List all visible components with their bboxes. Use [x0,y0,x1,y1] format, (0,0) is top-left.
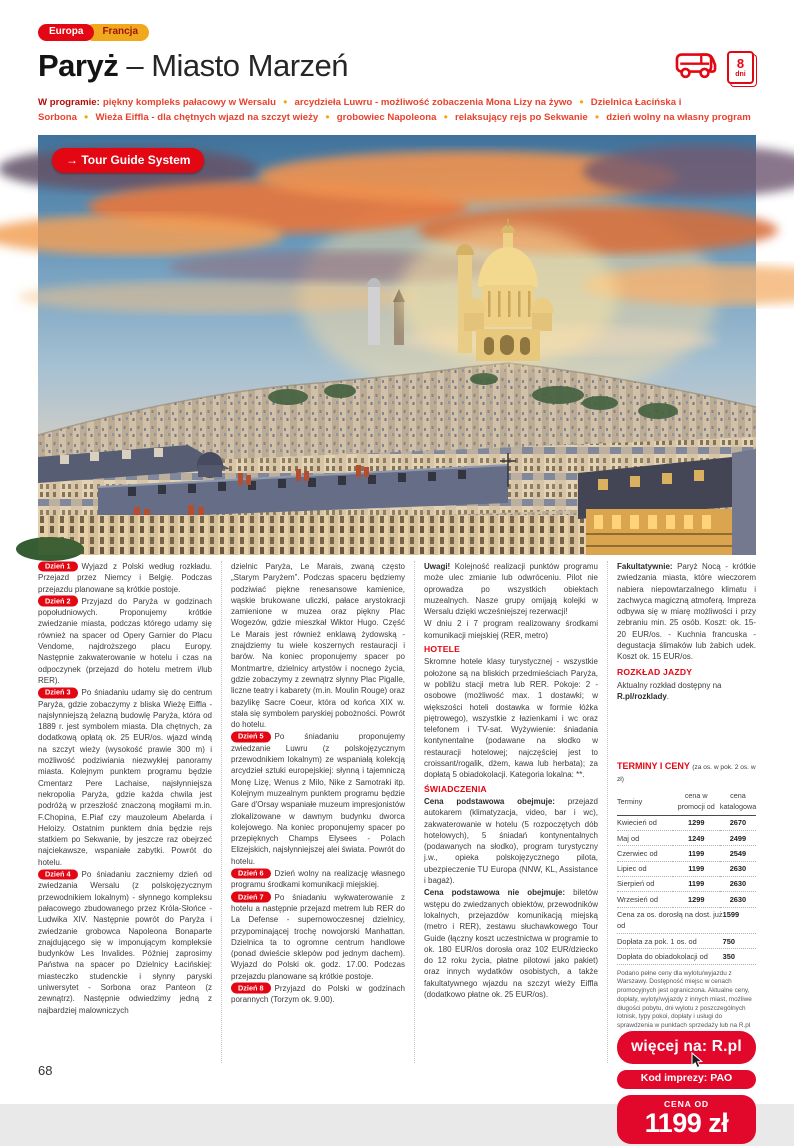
day-8-text: Przyjazd do Polski w godzinach porannych (Torzym ok. 9.00). [231,983,405,1005]
program-item: ● Dzielnica Łacińska i Sorbona [38,97,681,123]
catalog-price: 2499 [720,831,756,846]
program-item: ● Wieża Eiffla - dla chętnych wjazd na szczyt wieży [77,112,318,123]
day-2-badge: Dzień 2 [38,596,78,607]
program-item: ● grobowiec Napoleona [318,112,436,123]
day-1-badge: Dzień 1 [38,561,78,572]
day-3-paragraph [38,687,212,868]
fakultatywnie-paragraph [617,561,756,663]
promo-price: 1299 [673,892,720,907]
day-6-paragraph [231,868,405,891]
calendar-days-badge [727,51,754,84]
term: Sierpień od [617,876,673,891]
more-on-rpl-button[interactable] [617,1031,756,1064]
hero-photo [38,135,756,555]
duration-value: 8 [736,56,745,71]
day-5-text: Po śniadaniu proponujemy zwiedzanie Luwru (z polskojęzycznym przewodnikiem lokalnym) ze wspaniałą kolekcją arcydzieł sztuki europejskiej: słynną i tajemniczą Monę Lizę, Wenus z Milo, Nike z Samotraki itp. Kolejnym muzealnym punktem programu będzie Gare d'Orsay wspaniałe muzeum impresjonistów zlokalizowane w dawnym budynku dworca kolejowego. Na koniec proponujemy spacer po przepięknych Champs Elysees - Polach Elizejskich, najsłynniejszej alei świata. Powrót do hotelu. [231,732,405,866]
day-6-badge: Dzień 6 [231,868,271,879]
excludes-lead: Cena podstawowa nie obejmuje: [424,888,566,898]
rozklad-line [617,680,756,703]
program-item: piękny kompleks pałacowy w Wersalu [102,97,276,108]
day-4-continuation [231,561,405,730]
region-badge: Europa [38,24,94,41]
day-4-badge: Dzień 4 [38,869,78,880]
term: Kwiecień od [617,815,673,830]
more-on-rpl-label: więcej na: R.pl [631,1038,742,1056]
includes-text: przejazd autokarem (klimatyzacja, video, bar i wc), zakwaterowanie w hotelu (5 rozpoczętych dób hotelowych), 5 śniadań kontynentalnych (podawanych na słodko), program turystyczny j.w., opieka polskojęzycznego pilota, ubezpieczenie TU Europa (NNW, KL, Assistance i bagaż). [424,796,598,886]
excludes-text: biletów wstępu do zwiedzanych obiektów, przewodników lokalnych, przejazdów komunikacją miejską (metro i RER), zestawu słuchawkowego Tour Guide (łączny koszt uczestnictwa w programie to ok. 180 EUR/os dorosła oraz 102 EUR/dziecko do 12 roku życia, płatne pilotowi jako pakiet) oraz innych wydatków osobistych, a także fakultatywnego wjazdu na szczyt wieży Eiffla (dodatkowo płatne ok. 25 EUR/os). [424,888,598,999]
price-from-label: CENA OD [664,1098,709,1109]
page-title [38,48,348,84]
day-4-text: Po śniadaniu zaczniemy dzień od zwiedzania Wersalu (z polskojęzycznym przewodnikiem lokalnym) - słynnego kompleksu pałacowego zbudowanego przez Króla-Słońce - Ludwika XIV. Następnie powrót do Paryża i zwiedzanie grobowca Napoleona Bonaparte znajdującego się w imponującym kompleksie budynków Les Invalides. Później zaprosimy Państwa na spacer po Dzielnicy Łacińskiej: miasteczko studenckie i słynny paryski uniwersytet - Sorbona oraz Panteon (z zewnątrz). Następnie odwiedzimy jedną z najbardziej malowniczych [38,870,212,1015]
catalog-price: 2670 [720,815,756,830]
program-item: ● arcydzieła Luwru - możliwość zobaczenia Mona Lizy na żywo [276,97,572,108]
day-4-text-cont: dzielnic Paryża, Le Marais, zwaną często „Starym Paryżem”. Podczas spaceru będziemy podziwiać piękne renesansowe kamienice, wąskie brukowane uliczki, pałace arystokracji zamienione w muzea oraz piękny Plac Wogezów, gdzie mieszkał Wiktor Hugo. Część Le Marais jest również enklawą żydowską - znajdziemy tu wiele koszernych restauracji i barów. Na koniec proponujemy spacer po Montmartre, dzielnicy artystów i nocnego życia, gdzie zobaczymy z zewnątrz słynny Plac Pigalle, liczne teatry i kabarety (m.in. Moulin Rouge) oraz bazylikę Sacre Coeur, która od końca XIX w. stała się symbolem paryskiej pobożności. Powrót do hotelu. [231,562,405,730]
trip-meta-icons [675,50,754,85]
program-label: W programie: [38,97,100,108]
promo-price: 1199 [673,846,720,861]
hotele-heading: HOTELE [424,644,461,655]
promo-price: 1299 [673,815,720,830]
col-promo: cena w promocji od [673,789,720,815]
term: Wrzesień od [617,892,673,907]
extra-price-row [617,934,756,949]
term: Lipiec od [617,861,673,876]
price-row [617,892,756,907]
cursor-icon [691,1053,704,1070]
uwagi-note: W dniu 2 i 7 program realizowany środkami komunikacji miejskiej (RER, metro) [424,619,598,640]
day-3-badge: Dzień 3 [38,687,78,698]
day-7-text: Po śniadaniu wykwaterowanie z hotelu a następnie przejazd metrem lub RER do La Defense - supernowoczesnej dzielnicy, przypominającej trochę nowojorski Manhattan. Dzielnica ta to ogromne centrum handlowe (ponad dwieście sklepów pod jednym dachem). Wyjazd do Polski ok. godz. 17.00. Podczas przejazdu planowane są krótkie postoje. [231,892,405,981]
cta-block [617,1031,756,1146]
price-table-header [617,789,756,815]
pricing-heading [617,761,756,786]
includes-paragraph [424,796,598,886]
trip-code-label: Kod imprezy: PAO [640,1072,733,1085]
rozklad-heading: ROZKŁAD JAZDY [617,666,693,677]
pricing-heading-text: TERMINY I CENY [617,760,690,771]
day-3-text: Po śniadaniu udamy się do centrum Paryża, gdzie zobaczymy z bliska Wieżę Eiffla - najsłynniejszą żelazną budowlę Paryża, która od 1889 r. jest symbolem miasta. Dla chętnych, za dodatkową opłatą ok. 25 EUR/os. wjazd windą na szczyt wieży (wysokość prawie 300 m) i możliwość podziwiania niezwykłej panoramy miasta. Kolejnym punktem programu będzie Cmentarz Pere Lachaise, najsłynniejsza nekropolia Paryża, gdzie każda chwila jest podróżą w przeszłość znaczoną mogiłami m.in. F.Chopina, E.Piaf czy mauzoleum Abelarda i Heloizy. Ostatnim punktem dnia będzie rejs statkiem po Sekwanie, by jeszcze raz obejrzeć najciekawsze, wspaniałe zabytki. Powrót do hotelu. [38,688,212,867]
extra-label: Cena za os. dorosłą na dost. już od [617,910,723,931]
col-terminy: Terminy [617,789,673,815]
price-row [617,861,756,876]
bus-icon [675,50,717,85]
pricing-column [617,561,757,1139]
catalog-price: 2630 [720,892,756,907]
day-2-text: Przyjazd do Paryża w godzinach popołudniowych. Proponujemy krótkie zwiedzanie miasta, podczas którego udamy się również na spacer od Opery Garnier do Placu Vendome, najdroższego placu Europy. Następnie zakwaterowanie w hotelu i czas na odpoczynek (przejazd do hotelu metrem i/lub RER). [38,596,212,685]
term: Czerwiec od [617,846,673,861]
day-7-badge: Dzień 7 [231,892,271,903]
promo-price: 1199 [673,876,720,891]
term: Maj od [617,831,673,846]
uwagi-paragraph [424,561,598,617]
extra-label: Dopłata za pok. 1 os. od [617,936,697,946]
price-from-value: 1199 zł [644,1108,729,1139]
swiadczenia-heading: ŚWIADCZENIA [424,783,487,794]
info-column [424,561,608,1063]
rozklad-pre: Aktualny rozkład dostępny na [617,680,722,690]
itinerary-column-2 [231,561,415,1063]
extra-value: 750 [722,936,735,946]
price-row [617,815,756,830]
pricing-section [617,761,756,1031]
extra-value: 1599 [722,910,740,920]
program-item: ● dzień wolny na własny program [588,112,751,123]
extra-price-row [617,908,756,935]
hotele-text: Skromne hotele klasy turystycznej - wszystkie położone są na bliskich przedmieściach Paryża, w pobliżu stacji metra lub RER. Pokoje: 2 - osobowe (możliwość max. 1 dostawki; w większości hoteli dostawka w formie łóżka piętrowego), wszystkie z łazienkami i wc oraz telefonem i TV-sat. Wyżywienie: śniadania kontynentalne (podawane na słodko w restauracji hotelowej; najczęściej jest to croissant/rogalik, dżem, kawa lub herbata); za dopłatą 5 obiadokolacji. Kategoria lokalna: **. [424,657,598,780]
paris-panorama-illustration [38,135,756,555]
uwagi-lead: Uwagi! [424,562,451,571]
day-8-paragraph [231,983,405,1006]
fakultatywnie-text: Paryż Nocą - krótkie zwiedzania miasta, które wieczorem nabiera niepowtarzalnego klimatu i zachwyca magiczną atmoferą. Impreza odbywa się w miarę możliwości i przy zebraniu min. 25 osób. Koszt: ok. 15-20 EUR/os. - Kuchnia francuska - degustacja ślimaków lub żabich udek. Koszt ok. 15 EUR/os. [617,562,756,662]
extra-value: 350 [722,951,735,961]
day-2-paragraph [38,596,212,686]
price-row [617,846,756,861]
program-summary [38,96,756,126]
page-number: 68 [38,1063,53,1078]
duration-unit: dni [735,71,746,78]
catalog-price: 2549 [720,846,756,861]
page-title-sub: – Miasto Marzeń [126,48,348,83]
day-8-badge: Dzień 8 [231,983,271,994]
itinerary-column-1 [38,561,222,1063]
day-1-paragraph [38,561,212,595]
promo-price: 1199 [673,861,720,876]
rozklad-post: . [666,692,670,702]
pricing-heading-note: (za os. w pok. 2 os. w zł) [617,763,756,783]
page-title-main: Paryż [38,48,119,83]
fakultatywnie-lead: Fakultatywnie: [617,562,673,571]
day-7-paragraph [231,892,405,982]
uwagi-text: Kolejność realizacji punktów programu może ulec zmianie lub odwróceniu. Pilot nie oprowadza po wszystkich obiektach muzealnych. Nasze grupy omijają kolejki w Wersalu dzięki wcześniejszej rezerwacji! [424,562,598,617]
pricing-footnote: Podano pełne ceny dla wylotu/wyjazdu z Warszawy. Dostępność miejsc w cenach promocyjnych jest ograniczona. Aktualne ceny, dopłaty, wyloty/wyjazdy z innych miast, możliwe długości pobytu, dni wylotu z poszczególnych lotnisk, typy pokoi, dopłaty i usługi do sprawdzenia w punktach sprzedaży lub na R.pl [617,969,752,1029]
day-6-text: Dzień wolny na realizację własnego programu środkami komunikacji miejskiej. [231,869,405,890]
price-row [617,876,756,891]
country-badge: Francja [85,24,149,41]
trip-code-button[interactable] [617,1070,756,1089]
excludes-paragraph [424,887,598,1000]
price-from-button[interactable] [617,1095,756,1145]
day-5-badge: Dzień 5 [231,731,271,742]
tour-guide-system-badge: → Tour Guide System [52,148,204,173]
price-row [617,831,756,846]
breadcrumb [38,24,149,41]
day-1-text: Wyjazd z Polski według rozkładu. Przejazd przez Niemcy i Belgię. Podczas przejazdu planowane są krótkie postoje. [38,562,212,594]
day-5-paragraph [231,731,405,867]
day-4-paragraph [38,869,212,1016]
catalog-price: 2630 [720,861,756,876]
program-item: ● relaksujący rejs po Sekwanie [436,112,587,123]
price-table [617,789,756,907]
col-catalog: cena katalogowa [720,789,756,815]
extra-price-row [617,949,756,964]
promo-price: 1249 [673,831,720,846]
rozklad-link[interactable]: R.pl/rozklady [617,692,667,702]
extra-label: Dopłata do obiadokolacji od [617,951,708,961]
catalog-price: 2630 [720,876,756,891]
includes-lead: Cena podstawowa obejmuje: [424,796,555,806]
